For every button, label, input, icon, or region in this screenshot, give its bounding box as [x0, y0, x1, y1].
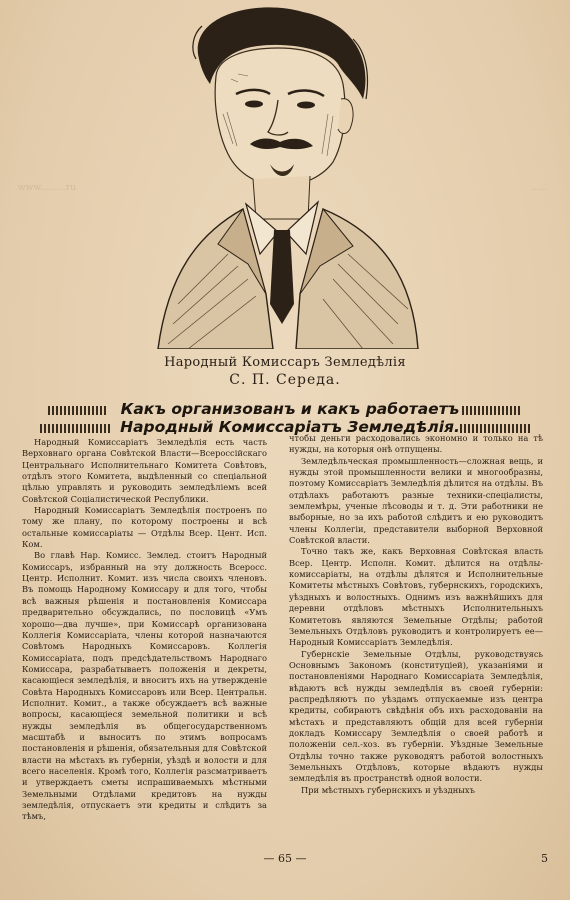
article-headline: Народный Комиссаріатъ Земледѣлія. — [120, 418, 460, 436]
paragraph: Народный Комиссаріатъ Земледѣлія построенъ по тому же плану, по которому построены и всѣ остальные комиссаріаты — Отдѣлы Всер. Цент. Исп. Ком. — [22, 505, 267, 550]
paragraph: Точно такъ же, какъ Верховная Совѣтская власть Всер. Центр. Исполн. Комит. дѣлится на отдѣлы-комиссаріаты, на отдѣлы дѣлятся и Исполнительные Комитеты мѣстныхъ Совѣтовъ, губернскихъ, городскихъ, уѣздныхъ и волостныхъ. Однимъ изъ важнѣйшихъ для деревни отдѣловъ мѣстныхъ Исполнительныхъ Комитетовъ являются Земельные Отдѣлы; работой Земельныхъ Отдѣловъ руководитъ и контролируетъ ее—Народный Комиссаріатъ Земледѣлія. — [289, 546, 543, 648]
page-number: — 65 — — [263, 852, 307, 865]
article-headline: Какъ организованъ и какъ работаетъ — [120, 400, 460, 418]
article-column-left — [22, 437, 267, 842]
portrait-caption-title: Народный Комиссаръ Земледѣлія — [164, 355, 406, 370]
article-column-right — [289, 433, 543, 838]
signature-mark: 5 — [541, 852, 548, 865]
watermark: ...... — [530, 183, 548, 193]
portrait-drawing — [138, 4, 438, 349]
paragraph: При мѣстныхъ губернскихъ и уѣздныхъ — [301, 784, 475, 795]
paragraph: Народный Комиссаріатъ Земледѣлія есть часть Верховнаго органа Совѣтской Власти—Всероссійскаго Центральнаго Исполнительнаго Комитета Совѣтовъ, отдѣлъ этого Комитета, выдѣленный со спеціальной цѣлью управлять и руководить земледѣліемъ всей Совѣтской Соціалистической Республики. — [22, 437, 267, 504]
watermark: www.........ru — [18, 183, 76, 193]
paragraph: Земледѣльческая промышленность—сложная вещь, и нужды этой промышленности велики и многообразны, поэтому Комиссаріатъ Земледѣлія дѣлится на отдѣлы. Въ отдѣлахъ работаютъ разные техники-спеціалисты, землемѣры, ученые лѣсоводы и т. д. Эти работники не выборные, но за ихъ работой слѣдитъ и ею руководитъ члены Коллегіи, представители выборной Верховной Совѣтской власти. — [289, 455, 543, 546]
portrait-caption-name: С. П. Середа. — [229, 372, 341, 388]
paragraph: Губернскіе Земельные Отдѣлы, руководствуясь Основнымъ Закономъ (конституціей), указаніями и постановленіями Народнаго Комиссаріата Земледѣлія, вѣдаютъ всѣ нужды земледѣлія въ своей губерніи: распредѣляютъ по уѣздамъ отпускаемые изъ центра кредиты, собираютъ свѣдѣнія объ ихъ расходованіи на мѣстахъ и представляютъ общій для всей губерніи докладъ Комиссару Земледѣлія о своей работѣ и положеніи сел.-хоз. въ губерніи. Уѣздные Земельные Отдѣлы точно также руководятъ работой волостныхъ Земельныхъ Отдѣловъ, которые вѣдаютъ нужды земледѣлія въ пространствѣ одной волости. — [289, 648, 543, 784]
paragraph: Во главѣ Нар. Комисс. Землед. стоитъ Народный Комиссаръ, избранный на эту должность Всеросс. Центр. Исполнит. Комит. изъ числа своихъ членовъ. Въ помощь Народному Комиссару и для того, чтобы всѣ важныя рѣшенія и постановленія Комиссара предварительно обсуждались, по пословицѣ «Умъ хорошо—два лучше», при Комиссарѣ организована Коллегія Комиссаріата, члены которой назначаются Совѣтомъ Народныхъ Комиссаровъ. Коллегія Комиссаріата, подъ предсѣдательствомъ Народнаго Комиссара, разрабатываетъ положенія и декреты, касающіеся земледѣлія, и вноситъ ихъ на утвержденіе Совѣта Народныхъ Комиссаровъ или Всер. Центральн. Исполнит. Комит., а также обсуждаетъ всѣ важные вопросы, касающіеся земельной политики и всѣ нужды земледѣлія въ общегосударственномъ масштабѣ и выноситъ по этимъ вопросамъ постановленія и рѣшенія, обязательныя для Совѣтской власти на мѣстахъ въ губерніи, уѣздѣ и волости и для всего населенія. Кромѣ того, Коллегія разсматриваетъ и утверждаетъ сметы испрашиваемыхъ мѣстными Земельными Отдѣлами кредитовъ на нужды земледѣлія, отпускаетъ эти кредиты и слѣдитъ за тѣмъ, — [22, 550, 267, 822]
paragraph: чтобы деньги расходовались экономно и только на тѣ нужды, на которыя онѣ отпущены. — [289, 433, 543, 455]
portrait-engraving — [138, 4, 438, 349]
